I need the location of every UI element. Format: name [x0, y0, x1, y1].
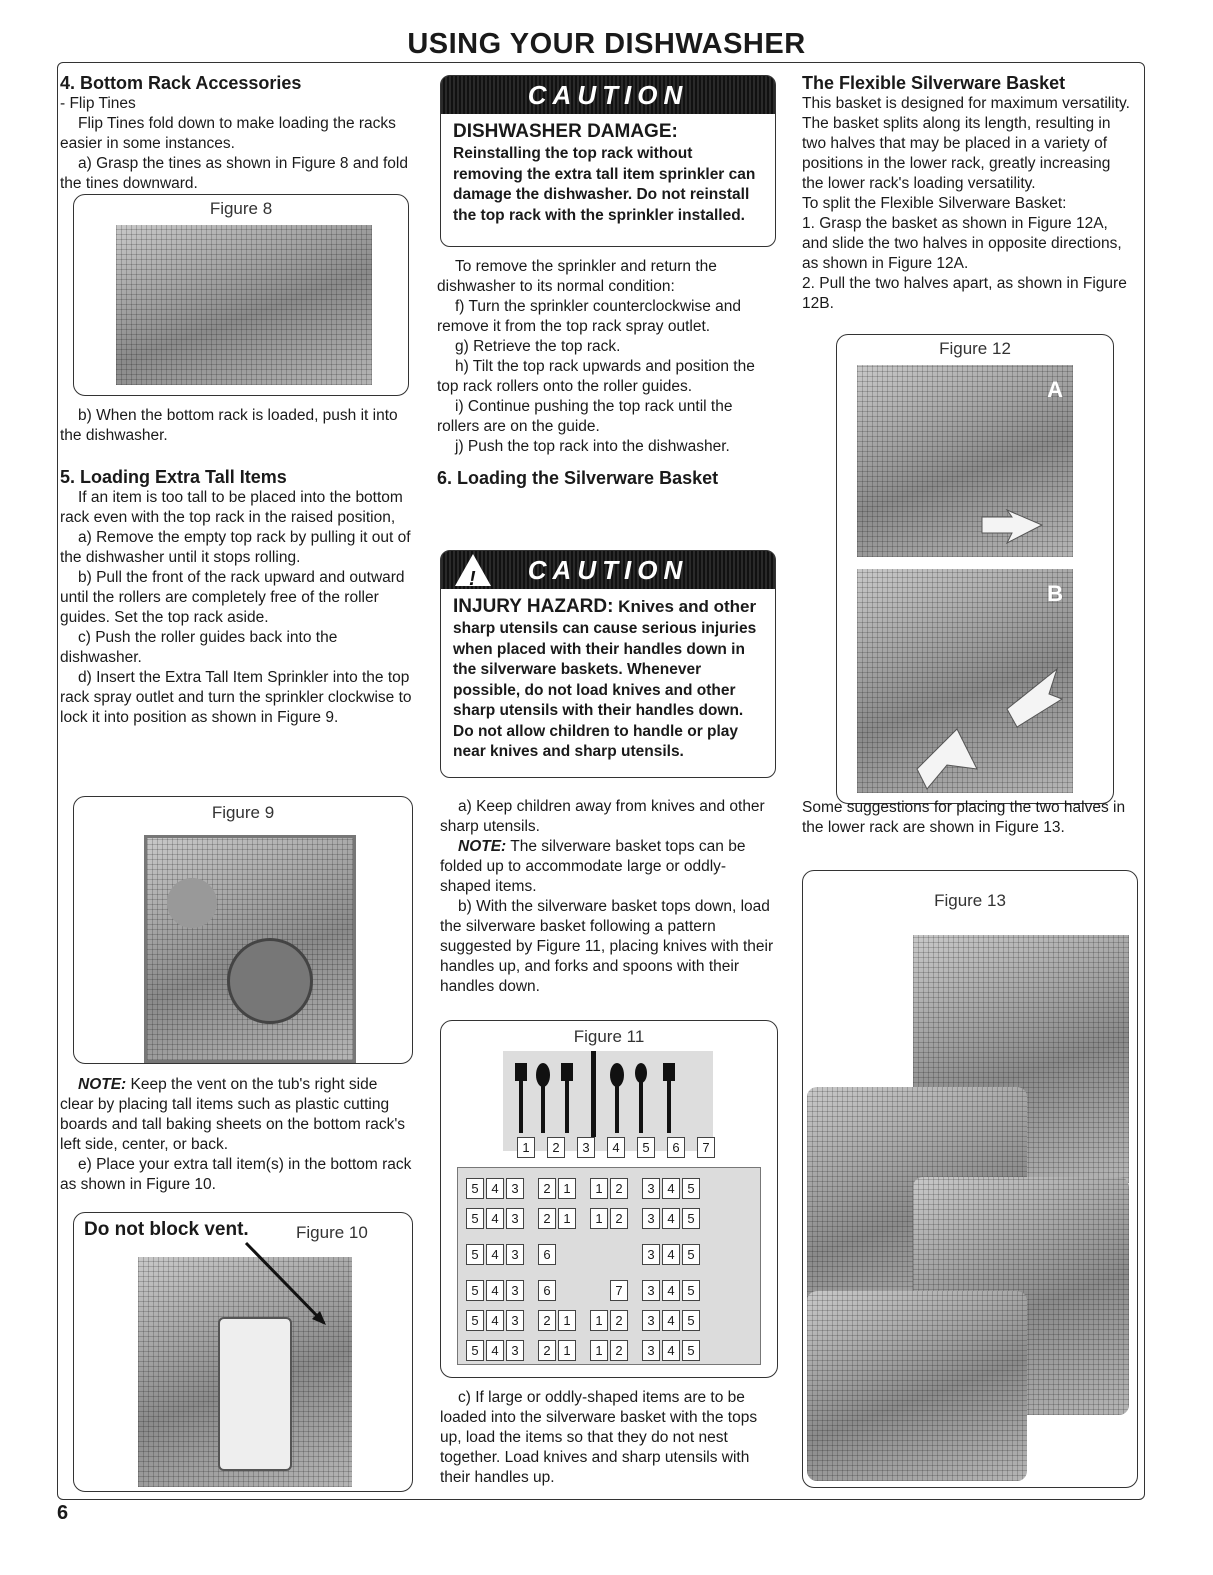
figure-caption: Figure 8 [209, 199, 273, 218]
figure-12a-photo [857, 365, 1073, 557]
basket-grid-cell: 5 [682, 1340, 700, 1361]
utensil-number: 2 [547, 1137, 565, 1158]
figure-13 [802, 870, 1138, 1488]
split-intro: To split the Flexible Silverware Basket: [802, 195, 1067, 212]
basket-grid-cell: 3 [642, 1244, 660, 1265]
basket-grid-cell: 1 [558, 1310, 576, 1331]
do-not-block-vent-callout: Do not block vent. [84, 1219, 249, 1240]
note-label: NOTE: [458, 838, 507, 855]
basket-grid-cell: 2 [538, 1208, 556, 1229]
caution-text: Reinstalling the top rack without removing the extra tall item sprinkler can damage the dishwasher. Do not reinstall the top rack with the sprinkler installed. [453, 145, 756, 224]
sprinkler-photo [144, 835, 356, 1063]
basket-grid-cell: 6 [538, 1280, 556, 1301]
caution-heading-label: INJURY HAZARD: [453, 596, 614, 617]
basket-grid-cell: 2 [538, 1178, 556, 1199]
figure-13-photo-bottom [807, 1291, 1027, 1481]
basket-grid-cell: 4 [486, 1208, 504, 1229]
basket-grid-row [466, 1208, 702, 1229]
basket-grid-cell: 5 [682, 1280, 700, 1301]
column-middle-2 [440, 797, 776, 997]
utensil-number: 3 [577, 1137, 595, 1158]
caution-banner [441, 551, 775, 589]
step-5a: a) Remove the empty top rack by pulling it out of the dishwasher until it stops rolling. [60, 529, 411, 566]
figure-caption: Figure 9 [211, 803, 275, 822]
basket-grid-cell: 3 [506, 1178, 524, 1199]
basket-grid-cell: 1 [558, 1340, 576, 1361]
step-6a: a) Keep children away from knives and other sharp utensils. [440, 798, 765, 835]
step-6c: c) If large or oddly-shaped items are to be loaded into the silverware basket with the tops up, load the items so that they do not nest together. Load knives and sharp utensils with their handles up. [440, 1389, 758, 1486]
section-title-silverware-basket: 6. Loading the Silverware Basket [437, 468, 719, 488]
step-5b: b) Pull the front of the rack upward and outward until the rollers are completely free of the roller guides. Set the top rack aside. [60, 569, 405, 626]
basket-grid-cell: 2 [610, 1340, 628, 1361]
section-title-extra-tall-items: 5. Loading Extra Tall Items [60, 467, 287, 487]
column-middle-3 [440, 1388, 776, 1488]
basket-grid-cell: 5 [466, 1244, 484, 1265]
caution-box-injury-hazard [440, 550, 776, 778]
basket-grid-cell: 3 [642, 1310, 660, 1331]
utensil-number: 7 [697, 1137, 715, 1158]
step-6b: b) With the silverware basket tops down, load the silverware basket following a pattern suggested by Figure 11, placing knives with their handles up, and forks and spoons with their handles down. [440, 898, 774, 995]
basket-grid-row [466, 1178, 702, 1199]
basket-grid-cell: 4 [486, 1280, 504, 1301]
basket-grid-cell [590, 1274, 608, 1295]
basket-grid-cell: 4 [662, 1208, 680, 1229]
basket-grid-cell [558, 1238, 576, 1259]
basket-grid-cell: 4 [662, 1244, 680, 1265]
rack-tines-photo [116, 225, 372, 385]
column-middle [437, 257, 777, 489]
basket-grid-cell: 1 [590, 1310, 608, 1331]
step-5e: e) Place your extra tall item(s) in the bottom rack as shown in Figure 10. [60, 1156, 412, 1193]
step-5d: d) Insert the Extra Tall Item Sprinkler into the top rack spray outlet and turn the sprinkler clockwise to lock it into position as shown in Figure 9. [60, 669, 412, 726]
column-left [60, 72, 412, 194]
basket-grid-cell [590, 1238, 608, 1259]
basket-grid-cell: 6 [538, 1244, 556, 1265]
note-label: NOTE: [78, 1076, 127, 1093]
figure-caption: Figure 13 [934, 891, 1006, 910]
basket-grid-row [466, 1340, 702, 1361]
caution-heading-rest: Knives and other [613, 597, 757, 616]
basket-grid-cell: 5 [466, 1208, 484, 1229]
note-text: The silverware basket tops can be folded up to accommodate large or oddly-shaped items. [440, 838, 746, 895]
basket-grid-cell: 2 [538, 1310, 556, 1331]
caution-box-dishwasher-damage [440, 75, 776, 247]
page-title: USING YOUR DISHWASHER [407, 28, 806, 60]
arrows-icon [857, 569, 1073, 793]
basket-grid-cell: 3 [642, 1178, 660, 1199]
basket-grid-cell: 3 [506, 1280, 524, 1301]
step-h: h) Tilt the top rack upwards and position the top rack rollers onto the roller guides. [437, 358, 755, 395]
basket-grid-cell: 1 [590, 1340, 608, 1361]
double-arrow-icon [857, 365, 1073, 557]
basket-grid-cell: 1 [590, 1208, 608, 1229]
column-left-2 [60, 406, 412, 728]
basket-grid-cell: 4 [662, 1178, 680, 1199]
note-text: Keep the vent on the tub's right side clear by placing tall items such as plastic cutting boards and tall baking sheets on the bottom rack's left side, center, or back. [60, 1076, 406, 1153]
arrow-icon [74, 1213, 412, 1491]
basket-grid-cell: 5 [466, 1178, 484, 1199]
figure-12b-photo [857, 569, 1073, 793]
step-f: f) Turn the sprinkler counterclockwise and remove it from the top rack spray outlet. [437, 298, 742, 335]
figure-8 [73, 194, 409, 396]
basket-grid-cell: 4 [486, 1340, 504, 1361]
flip-tines-description: Flip Tines fold down to make loading the racks easier in some instances. [60, 115, 396, 152]
basket-grid-cell: 3 [642, 1208, 660, 1229]
step-g: g) Retrieve the top rack. [455, 338, 621, 355]
basket-grid-cell: 3 [506, 1244, 524, 1265]
basket-grid-cell: 4 [486, 1244, 504, 1265]
column-right-2 [802, 798, 1132, 838]
figure-12b-label: B [1047, 581, 1063, 606]
basket-grid-cell: 4 [486, 1178, 504, 1199]
basket-grid-cell: 5 [682, 1244, 700, 1265]
basket-grid-cell: 2 [610, 1310, 628, 1331]
figure-caption: Figure 12 [939, 339, 1011, 358]
figure-10 [73, 1212, 413, 1492]
basket-grid-row [466, 1310, 702, 1331]
figure-12 [836, 334, 1114, 804]
utensil-number: 6 [667, 1137, 685, 1158]
basket-grid-cell [610, 1238, 628, 1259]
basket-grid-cell: 4 [662, 1310, 680, 1331]
basket-grid-cell: 5 [466, 1340, 484, 1361]
basket-grid-cell: 7 [610, 1280, 628, 1301]
basket-grid-cell [558, 1274, 576, 1295]
step-b: b) When the bottom rack is loaded, push it into the dishwasher. [60, 407, 398, 444]
intro-extra-tall: If an item is too tall to be placed into the bottom rack even with the top rack in the raised position, [60, 489, 403, 526]
caution-heading: DISHWASHER DAMAGE: [453, 121, 678, 142]
caution-banner: CAUTION [441, 76, 775, 114]
note-vent [60, 1075, 412, 1155]
basket-grid-cell: 4 [486, 1310, 504, 1331]
silverware-basket-diagram [457, 1167, 761, 1365]
figure-caption: Figure 10 [296, 1223, 368, 1242]
basket-grid-cell: 3 [506, 1208, 524, 1229]
basket-grid-cell: 2 [610, 1208, 628, 1229]
caution-heading [453, 595, 763, 619]
note-basket-tops [440, 837, 776, 897]
figure-9 [73, 796, 413, 1064]
column-left-3 [60, 1075, 412, 1195]
column-right [802, 72, 1136, 314]
basket-grid-cell: 1 [558, 1208, 576, 1229]
caution-banner-text: CAUTION [527, 555, 689, 585]
basket-grid-cell: 3 [506, 1340, 524, 1361]
basket-grid-cell: 1 [590, 1178, 608, 1199]
warning-triangle-icon: ! [455, 554, 491, 586]
basket-grid-cell: 5 [682, 1310, 700, 1331]
split-step-2: 2. Pull the two halves apart, as shown in Figure 12B. [802, 275, 1127, 312]
basket-grid-cell: 5 [466, 1280, 484, 1301]
step-j: j) Push the top rack into the dishwasher. [455, 438, 730, 455]
basket-grid-cell: 5 [466, 1310, 484, 1331]
figure-12a-label: A [1047, 377, 1063, 402]
basket-grid-cell: 3 [642, 1280, 660, 1301]
flexible-basket-description: This basket is designed for maximum versatility. The basket splits along its length, resulting in two halves that may be placed in a variety of positions in the lower rack, greatly increasing the lower rack's loading versatility. [802, 95, 1130, 192]
basket-grid-cell: 5 [682, 1208, 700, 1229]
basket-grid-cell: 5 [682, 1178, 700, 1199]
basket-grid-row [466, 1274, 702, 1301]
utensil-number: 4 [607, 1137, 625, 1158]
step-a: a) Grasp the tines as shown in Figure 8 and fold the tines downward. [60, 155, 408, 192]
basket-grid-cell: 4 [662, 1340, 680, 1361]
section-title-bottom-rack-accessories: 4. Bottom Rack Accessories [60, 73, 302, 93]
figure-caption: Figure 11 [573, 1027, 645, 1046]
page-number: 6 [57, 1502, 69, 1524]
step-5c: c) Push the roller guides back into the dishwasher. [60, 629, 338, 666]
figure-11 [440, 1020, 778, 1378]
utensil-number-row [517, 1137, 717, 1158]
basket-grid [466, 1178, 702, 1370]
split-step-1: 1. Grasp the basket as shown in Figure 12A, and slide the two halves in opposite directions, as shown in Figure 12A. [802, 215, 1122, 272]
basket-grid-cell: 3 [642, 1340, 660, 1361]
basket-grid-cell: 3 [506, 1310, 524, 1331]
caution-text: sharp utensils can cause serious injuries when placed with their handles down in the silverware baskets. Whenever possible, do not load knives and other sharp utensils with their handles down. Do not allow children to handle or play near knives and sharp utensils. [453, 620, 757, 760]
utensil-number: 1 [517, 1137, 535, 1158]
section-title-flexible-basket: The Flexible Silverware Basket [802, 73, 1066, 93]
utensil-number: 5 [637, 1137, 655, 1158]
placement-suggestions: Some suggestions for placing the two halves in the lower rack are shown in Figure 13. [802, 799, 1126, 836]
step-i: i) Continue pushing the top rack until the rollers are on the guide. [437, 398, 733, 435]
basket-grid-cell: 4 [662, 1280, 680, 1301]
basket-grid-cell: 2 [538, 1340, 556, 1361]
basket-grid-cell: 2 [610, 1178, 628, 1199]
basket-grid-row [466, 1238, 702, 1265]
remove-sprinkler-intro: To remove the sprinkler and return the dishwasher to its normal condition: [437, 258, 717, 295]
flip-tines-label: - Flip Tines [60, 95, 136, 112]
basket-grid-cell: 1 [558, 1178, 576, 1199]
